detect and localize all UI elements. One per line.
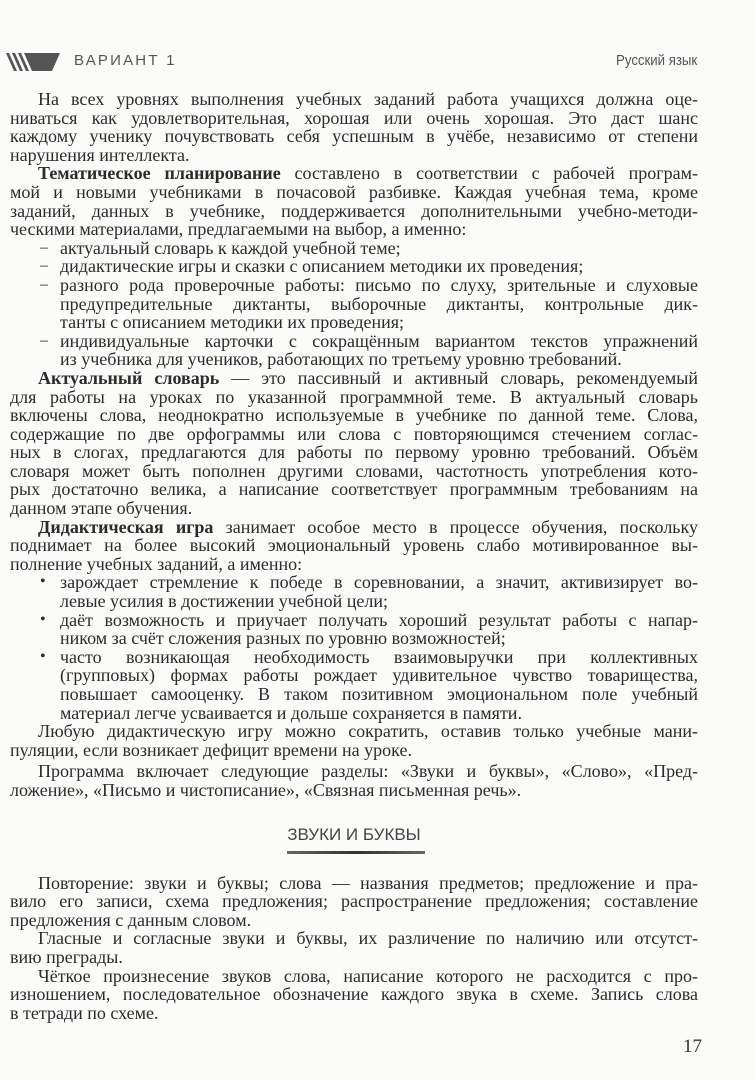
line-text: мой и новыми учебниками в почасовой разбивке. Каждая учебная тема, кроме — [10, 181, 698, 202]
line-text: Чёткое произнесение звуков слова, написание которого не расходится с про- — [38, 965, 698, 986]
paragraph — [10, 874, 698, 930]
text-line — [10, 425, 698, 444]
text-line — [10, 443, 698, 462]
paragraph — [10, 967, 698, 1023]
dash-marker: – — [40, 331, 48, 349]
line-text: в тетради по схеме. — [10, 1002, 159, 1023]
bullet-marker: • — [40, 573, 46, 591]
text-line — [10, 1004, 698, 1023]
paragraph — [10, 762, 698, 799]
text-line — [10, 874, 698, 893]
line-text: пуляции, если возникает дефицит времени на уроке. — [10, 739, 412, 760]
text-line — [10, 518, 698, 537]
line-text: ных в слогах, предлагаются для работы по первому уровню требований. Объём — [10, 442, 698, 463]
line-text: — это пассивный и активный словарь, рекомендуемый — [219, 367, 698, 388]
text-line: ником за счёт сложения разных по уровню возможностей; — [60, 628, 506, 649]
bullet-marker: • — [40, 647, 46, 665]
bold-term: Тематическое планирование — [38, 163, 281, 184]
bold-term: Актуальный словарь — [38, 367, 220, 388]
text-line: дидактические игры и сказки с описанием методики их проведения; — [60, 256, 584, 277]
section-heading-underline — [287, 851, 425, 854]
list-item — [10, 332, 698, 369]
text-line — [10, 741, 698, 760]
line-text: рых достаточно велика, а написание соответствует программным требованиям на — [10, 479, 698, 500]
text-line: левые усилия в достижении учебной цели; — [60, 591, 388, 612]
page-number: 17 — [683, 1036, 702, 1057]
line-text: для работы на уроках по указанной программной теме. В актуальный словарь — [10, 386, 698, 407]
line-text: Программа включает следующие разделы: «Звуки и буквы», «Слово», «Пред- — [38, 761, 698, 782]
text-line: предупредительные диктанты, выборочные диктанты, контрольные дик- — [60, 293, 698, 314]
text-line: актуальный словарь к каждой учебной теме; — [60, 237, 401, 258]
line-text: ческими материалами, предлагаемыми на выбор, а именно: — [10, 219, 467, 240]
page-body — [10, 90, 698, 1022]
text-line — [10, 406, 698, 425]
bullet-marker: • — [40, 610, 46, 628]
text-line — [10, 480, 698, 499]
line-text: поднимает на более высокий эмоциональный уровень слабо мотивированное вы- — [10, 535, 698, 556]
line-text: полнение учебных заданий, а именно: — [10, 553, 303, 574]
bullet-list — [10, 573, 698, 722]
paragraph — [10, 722, 698, 759]
dash-marker: – — [40, 257, 48, 275]
line-text: ложение», «Письмо и чистописание», «Связная письменная речь». — [10, 779, 522, 800]
text-line — [10, 892, 698, 911]
text-line: разного рода проверочные работы: письмо по слуху, зрительные и слуховые — [60, 274, 698, 295]
header-stripes-logo-icon — [6, 53, 60, 71]
line-text: вило его записи, схема предложения; распространение предложения; составление — [10, 891, 698, 912]
text-line: (групповых) формах работы рождает удивительное чувство товарищества, — [60, 665, 698, 686]
line-text: изношением, последовательное обозначение каждого звука в схеме. Запись слова — [10, 984, 698, 1005]
text-line — [10, 127, 698, 146]
dash-list — [10, 239, 698, 369]
text-line — [10, 164, 698, 183]
header-subject: Русский язык — [615, 52, 697, 69]
text-line — [10, 911, 698, 930]
line-text: данном этапе обучения. — [10, 498, 193, 519]
line-text: содержащие по две орфограммы или слова с повторяющимся стечением соглас- — [10, 423, 698, 444]
line-text: включены слова, неоднократно используемые в учебнике по данной теме. Слова, — [10, 405, 698, 426]
line-text: составлено в соответствии с рабочей програм- — [280, 163, 698, 184]
text-line — [10, 762, 698, 781]
section-heading: ЗВУКИ И БУКВЫ — [287, 824, 421, 844]
text-line: индивидуальные карточки с сокращённым вариантом текстов упражнений — [60, 330, 698, 351]
text-line: даёт возможность и приучает получать хороший результат работы с напар- — [60, 609, 698, 630]
text-line — [10, 722, 698, 741]
header-variant: ВАРИАНТ 1 — [74, 52, 177, 69]
text-line: материал легче усваивается и дольше сохраняется в памяти. — [60, 702, 522, 723]
text-line — [10, 985, 698, 1004]
paragraph — [10, 369, 698, 518]
line-text: словаря может быть пополнен другими словами, частотность употребления кото- — [10, 460, 698, 481]
text-line — [10, 220, 698, 239]
line-text: нарушения интеллекта. — [10, 144, 190, 165]
text-line — [10, 109, 698, 128]
paragraph — [10, 929, 698, 966]
text-line — [10, 555, 698, 574]
text-line — [10, 183, 698, 202]
dash-marker: – — [40, 275, 48, 293]
paragraph — [10, 518, 698, 574]
line-text: Любую дидактическую игру можно сократить, оставив только учебные мани- — [38, 721, 698, 742]
text-line — [10, 929, 698, 948]
text-line — [10, 90, 698, 109]
text-line — [10, 369, 698, 388]
text-line — [10, 499, 698, 518]
text-line: из учебника для учеников, работающих по третьему уровню требований. — [60, 349, 622, 370]
list-item — [10, 611, 698, 648]
text-line — [10, 146, 698, 165]
text-line — [10, 948, 698, 967]
text-line — [10, 388, 698, 407]
paragraph — [10, 90, 698, 164]
line-text: предложения с данным словом. — [10, 909, 252, 930]
line-text: вию преграды. — [10, 946, 123, 967]
text-line: танты с описанием методики их проведения; — [60, 312, 405, 333]
list-item — [10, 257, 698, 276]
text-line: зарождает стремление к победе в соревновании, а значит, активизирует во- — [60, 572, 698, 593]
dash-marker: – — [40, 238, 48, 256]
section-heading-block — [10, 800, 698, 874]
list-item — [10, 573, 698, 610]
list-item — [10, 276, 698, 332]
line-text: заданий, данных в учебнике, поддерживается дополнительными учебно-методи- — [10, 200, 698, 221]
list-item — [10, 239, 698, 258]
paragraph — [10, 164, 698, 238]
bold-term: Дидактическая игра — [38, 516, 214, 537]
text-line — [10, 781, 698, 800]
text-line — [10, 462, 698, 481]
line-text: Повторение: звуки и буквы; слова — названия предметов; предложение и пра- — [38, 872, 698, 893]
line-text: каждому ученику почувствовать себя успешным в учёбе, независимо от степени — [10, 126, 698, 147]
text-line — [10, 967, 698, 986]
line-text: На всех уровнях выполнения учебных заданий работа учащихся должна оце- — [38, 89, 698, 109]
line-text: ниваться как удовлетворительная, хорошая или очень хорошая. Это даст шанс — [10, 107, 698, 128]
text-line — [10, 202, 698, 221]
text-line: часто возникающая необходимость взаимовыручки при коллективных — [60, 646, 698, 667]
text-line — [10, 536, 698, 555]
list-item — [10, 648, 698, 722]
line-text: Гласные и согласные звуки и буквы, их различение по наличию или отсутст- — [38, 928, 698, 949]
line-text: занимает особое место в процессе обучения, поскольку — [213, 516, 699, 537]
text-line: повышает самооценку. В таком позитивном эмоциональном поле учебный — [60, 684, 698, 704]
